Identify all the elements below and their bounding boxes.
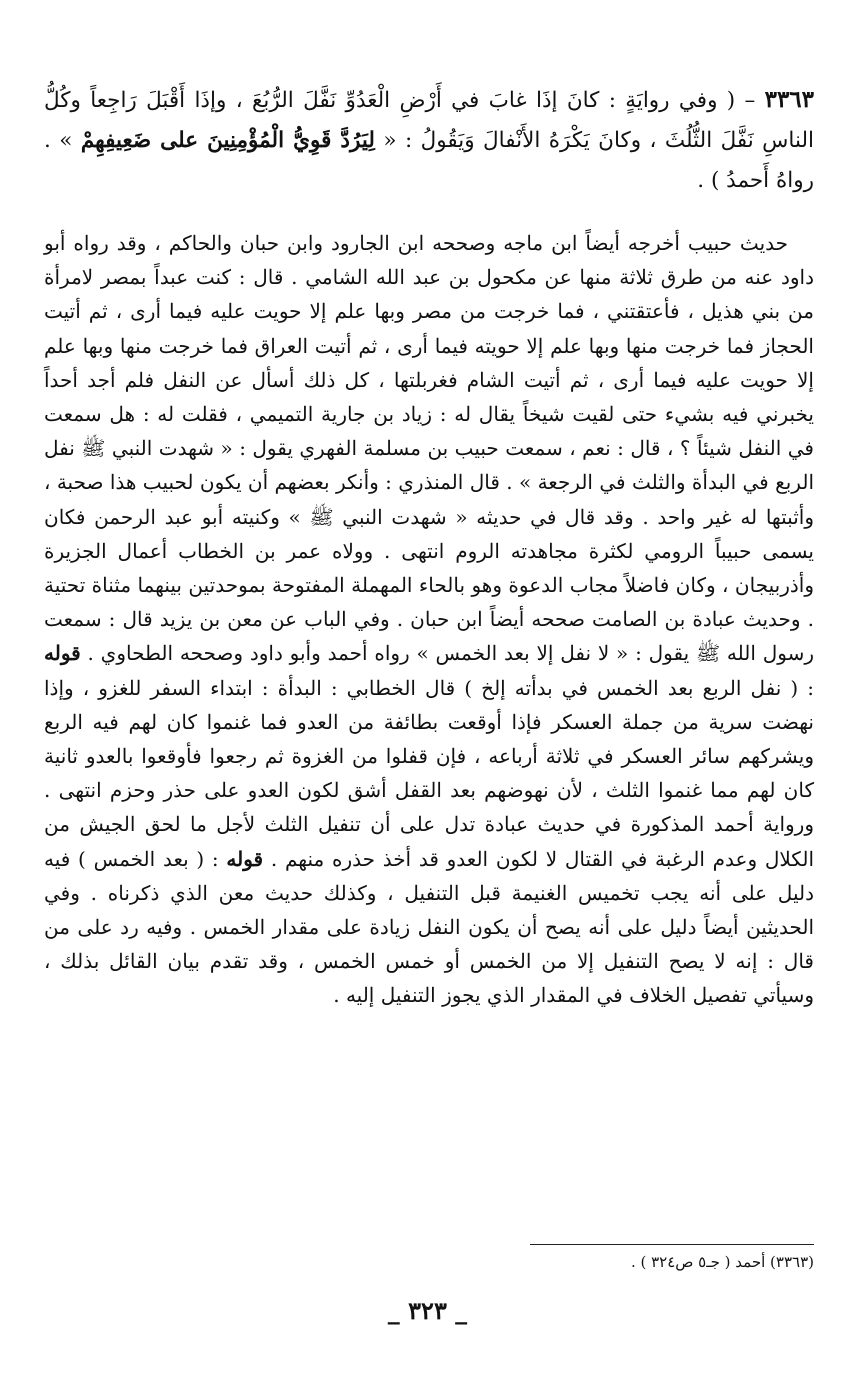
hadith-dash: –	[735, 88, 765, 113]
hadith-text	[44, 80, 814, 201]
hadith-text-after: » . رواهُ أَحمدُ ) .	[44, 128, 814, 193]
footnote-divider	[530, 1244, 814, 1245]
hadith-bold-quote: لِيَرُدَّ قَوِيُّ الْمُؤْمِنِينَ على ضَعِيفِهِمْ	[80, 128, 375, 153]
page-number: _ ٣٢٣ _	[387, 1296, 468, 1325]
hadith-text-before: ( وفي روايَةٍ : كانَ إذَا غابَ في أَرْضِ الْعَدُوِّ نَفَّلَ الرُّبُعَ ، وإذَا أَقْبَلَ رَاجِعاً وكُلُّ الناسِ نَفَّلَ الثُّلُثَ ، وكانَ يَكْرَهُ الأَنْفالَ وَيَقُولُ : «	[44, 88, 814, 153]
hadith-number: ٣٣٦٣	[764, 86, 815, 113]
commentary-keyword-2: قوله	[226, 846, 264, 871]
commentary-part-2: : ( نفل الربع بعد الخمس في بدأته إلخ ) قال الخطابي : البدأة : ابتداء السفر للغزو ، وإذا نهضت سرية من جملة العسكر فإذا أوقعت بطائفة من العدو فما غنموا كان لهم فيه الربع ويشركهم سائر العسكر في ثلاثة أرباعه ، فإن قفلوا من الغزوة ثم رجعوا فأوقعوا بالعدو ثانية كان لهم مما غنموا الثلث ، لأن نهوضهم بعد القفل أشق لكون العدو على حذر وحزم انتهى . ورواية أحمد المذكورة في حديث عبادة تدل على أن تنفيل الثلث لأجل ما لحق الجيش من الكلال وعدم الرغبة في القتال لا لكون العدو قد أخذ حذره منهم .	[44, 675, 815, 871]
footnote: (٣٣٦٣) أحمد ( جـ٥ ص٣٢٤ ) .	[630, 1253, 814, 1271]
commentary-part-3: : ( بعد الخمس ) فيه دليل على أنه يجب تخميس الغنيمة قبل التنفيل ، وكذلك حديث معن الذي ذكرناه . وفي الحديثين أيضاً دليل على أنه يصح أن يكون النفل زيادة على مقدار الخمس . وفيه رد على من قال : إنه لا يصح التنفيل إلا من الخمس أو خمس الخمس ، وقد تقدم بيان القائل بذلك ، وسيأتي تفصيل الخلاف في المقدار الذي يجوز التنفيل إليه .	[44, 846, 814, 1008]
commentary-paragraph	[44, 226, 814, 1013]
commentary-keyword-1: قوله	[44, 641, 81, 666]
commentary-part-1: حديث حبيب أخرجه أيضاً ابن ماجه وصححه ابن الجارود وابن حبان والحاكم ، وقد رواه أبو داود عنه من طرق ثلاثة منها عن مكحول بن عبد الله الشامي . قال : كنت عبداً بمصر لامرأة من بني هذيل ، فأعتقتني ، فما خرجت من مصر وبها علم إلا حويت عليه فيما أرى ، ثم أتيت الحجاز فما خرجت منها وبها علم إلا حويته فيما أرى ، ثم أتيت العراق فما خرجت منها وبها علم إلا حويت عليه فيما أرى ، ثم أتيت الشام فغربلتها ، كل ذلك أسأل عن النفل فلم أجد أحداً يخبرني فيه بشيء حتى لقيت شيخاً يقال له : زياد بن جارية التميمي ، فقلت له : هل سمعت في النفل شيئاً ؟ ، قال : نعم ، سمعت حبيب بن مسلمة الفهري يقول : « شهدت النبي ﷺ نفل الربع في البدأة والثلث في الرجعة » . قال المنذري : وأنكر بعضهم أن يكون لحبيب هذا صحبة ، وأثبتها له غير واحد . وقد قال في حديثه « شهدت النبي ﷺ » وكنيته أبو عبد الرحمن فكان يسمى حبيباً الرومي لكثرة مجاهدته الروم انتهى . وولاه عمر بن الخطاب أعمال الجزيرة وأذربيجان ، وكان فاضلاً مجاب الدعوة وهو بالحاء المهملة المفتوحة بموحدتين بينهما مثناة تحتية . وحديث عبادة بن الصامت صححه أيضاً ابن حبان . وفي الباب عن معن بن يزيد قال : سمعت رسول الله ﷺ يقول : « لا نفل إلا بعد الخمس » رواه أحمد وأبو داود وصححه الطحاوي .	[44, 231, 814, 666]
